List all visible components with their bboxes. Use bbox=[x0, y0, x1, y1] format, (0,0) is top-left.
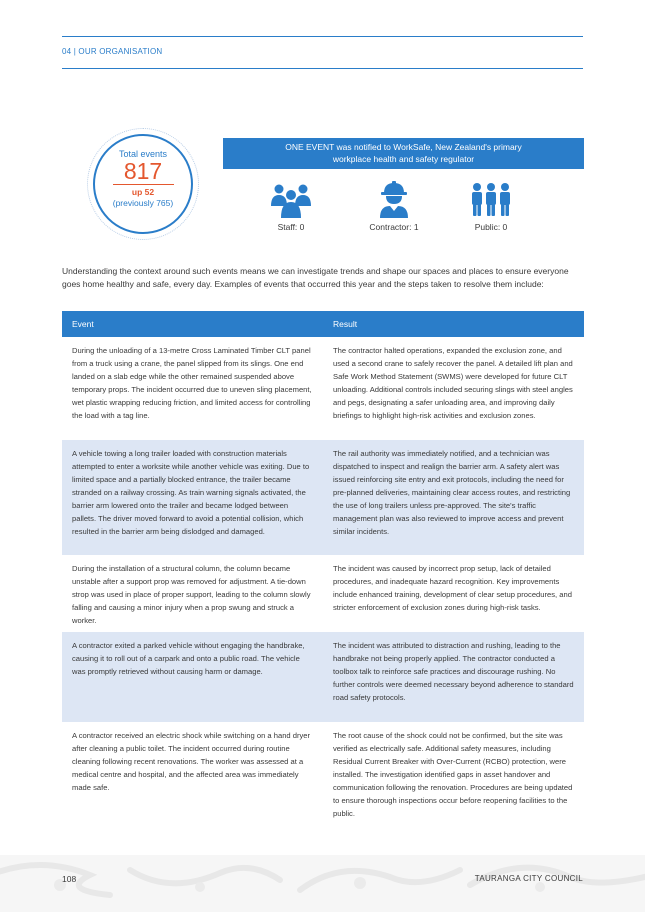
koru-pattern-graphic bbox=[0, 855, 645, 912]
event-cell: A contractor exited a parked vehicle without engaging the handbrake, causing it to roll out of a carpark and onto a public road. The vehicle was promptly retrieved without causing harm or damage. bbox=[72, 641, 305, 676]
table-header bbox=[62, 311, 584, 337]
table-row bbox=[62, 337, 584, 440]
event-cell: During the installation of a structural column, the column became unstable after a support prop was removed for adjustment. A tie-down strop was used in place of proper support, leading to the column slowly falling and causing a minor injury when a prop swung and struck a worker. bbox=[72, 564, 311, 625]
footer-pattern bbox=[0, 855, 645, 912]
header-result: Result bbox=[333, 319, 358, 329]
event-cell: A vehicle towing a long trailer loaded with construction materials attempted to enter a worksite while another vehicle was exiting. Due to limited space and a partially blocked entrance, the trailer became stranded on a railway crossing. As train warning signals activated, the barrier arm lowered onto the trailer and became lodged between pallets. The driver moved forward to avoid a potential collision, which resulted in the barrier arm being dislodged and damaged. bbox=[72, 449, 310, 536]
header-event: Event bbox=[72, 319, 94, 329]
public-count: Public: 0 bbox=[474, 222, 508, 232]
total-events-change: up 52 bbox=[131, 187, 155, 197]
category-staff bbox=[261, 182, 321, 232]
category-contractor bbox=[364, 180, 424, 232]
total-events-previous: (previously 765) bbox=[112, 198, 174, 208]
events-table bbox=[62, 311, 584, 837]
staff-count: Staff: 0 bbox=[277, 222, 305, 232]
total-events-circle bbox=[93, 134, 193, 234]
table-row bbox=[62, 555, 584, 632]
banner-line-1: ONE EVENT was notified to WorkSafe, New Zealand's primary bbox=[285, 142, 522, 152]
table-row bbox=[62, 440, 584, 555]
contractor-count: Contractor: 1 bbox=[369, 222, 419, 232]
table-row bbox=[62, 632, 584, 722]
total-events-value: 817 bbox=[123, 158, 163, 184]
stat-divider bbox=[113, 184, 174, 185]
public-crowd-icon bbox=[469, 182, 513, 218]
staff-group-icon bbox=[269, 182, 313, 218]
result-cell: The root cause of the shock could not be confirmed, but the site was verified as electrically safe. Additional safety measures, including Residual Current Breaker with Over-Current (RCBO) protection, were installed. The investigation identified gaps in asset handover and communication following the renovation. Procedures are being updated to ensure thorough inspections occur before reopening facilities to the public. bbox=[333, 731, 573, 818]
category-public bbox=[461, 182, 521, 232]
event-cell: During the unloading of a 13-metre Cross Laminated Timber CLT panel from a truck using a crane, the panel slipped from its slings. One end landed on a slab edge while the other remained suspended above temporary props. The incident occurred due to uneven sling placement, wet plastic wrapping reducing friction, and limited access for controlling the load with a tag line. bbox=[72, 346, 312, 420]
result-cell: The contractor halted operations, expanded the exclusion zone, and used a second crane to safely recover the panel. A detailed lift plan and Safe Work Method Statement (SWMS) were developed for future CLT unloading. Additional controls included securing slings with steel angles and pegs, designating a safer unloading area, and improving daily briefings to highlight high-risk activities and exclusion zones. bbox=[333, 346, 573, 420]
result-cell: The incident was attributed to distraction and rushing, leading to the handbrake not being properly applied. The contractor conducted a toolbox talk to reinforce safe practices and discourage rushing. No further controls were deemed necessary beyond adherence to standard road safety protocols. bbox=[333, 641, 574, 702]
organisation-name: TAURANGA CITY COUNCIL bbox=[474, 874, 583, 883]
header-rule-lower bbox=[62, 68, 583, 69]
total-events-label: Total events bbox=[118, 149, 168, 159]
intro-paragraph: Understanding the context around such events means we can investigate trends and shape our spaces and places to ensure everyone goes home healthy and safe, every day. Examples of events that occurred this year and the steps taken to resolve them include: bbox=[62, 266, 569, 289]
banner-line-2: workplace health and safety regulator bbox=[332, 154, 475, 164]
result-cell: The incident was caused by incorrect prop setup, lack of detailed procedures, and inadequate hazard recognition. Key improvements include enhanced training, development of clear setup procedures, and stricter enforcement of exclusion zones during high-risk tasks. bbox=[333, 564, 572, 612]
event-cell: A contractor received an electric shock while switching on a hand dryer after cleaning a public toilet. The incident occurred during routine cleaning following recent renovations. The worker was assessed at a medical centre and hospital, and the affected area was immediately made safe. bbox=[72, 731, 311, 792]
result-cell: The rail authority was immediately notified, and a technician was dispatched to inspect and realign the barrier arm. A safety alert was issued reinforcing site entry and exit protocols, including the need for pre-planned deliveries, maintaining clear access routes, and restricting the use of long trailers unless pre-approved. The site's traffic management plan was also reviewed to improve access and prevent similar incidents. bbox=[333, 449, 571, 536]
table-row bbox=[62, 722, 584, 837]
section-label: 04 | OUR ORGANISATION bbox=[62, 47, 163, 56]
page-number: 108 bbox=[62, 874, 77, 884]
header-rule bbox=[62, 36, 583, 37]
contractor-hardhat-icon bbox=[372, 180, 416, 218]
worksafe-banner bbox=[223, 138, 584, 169]
